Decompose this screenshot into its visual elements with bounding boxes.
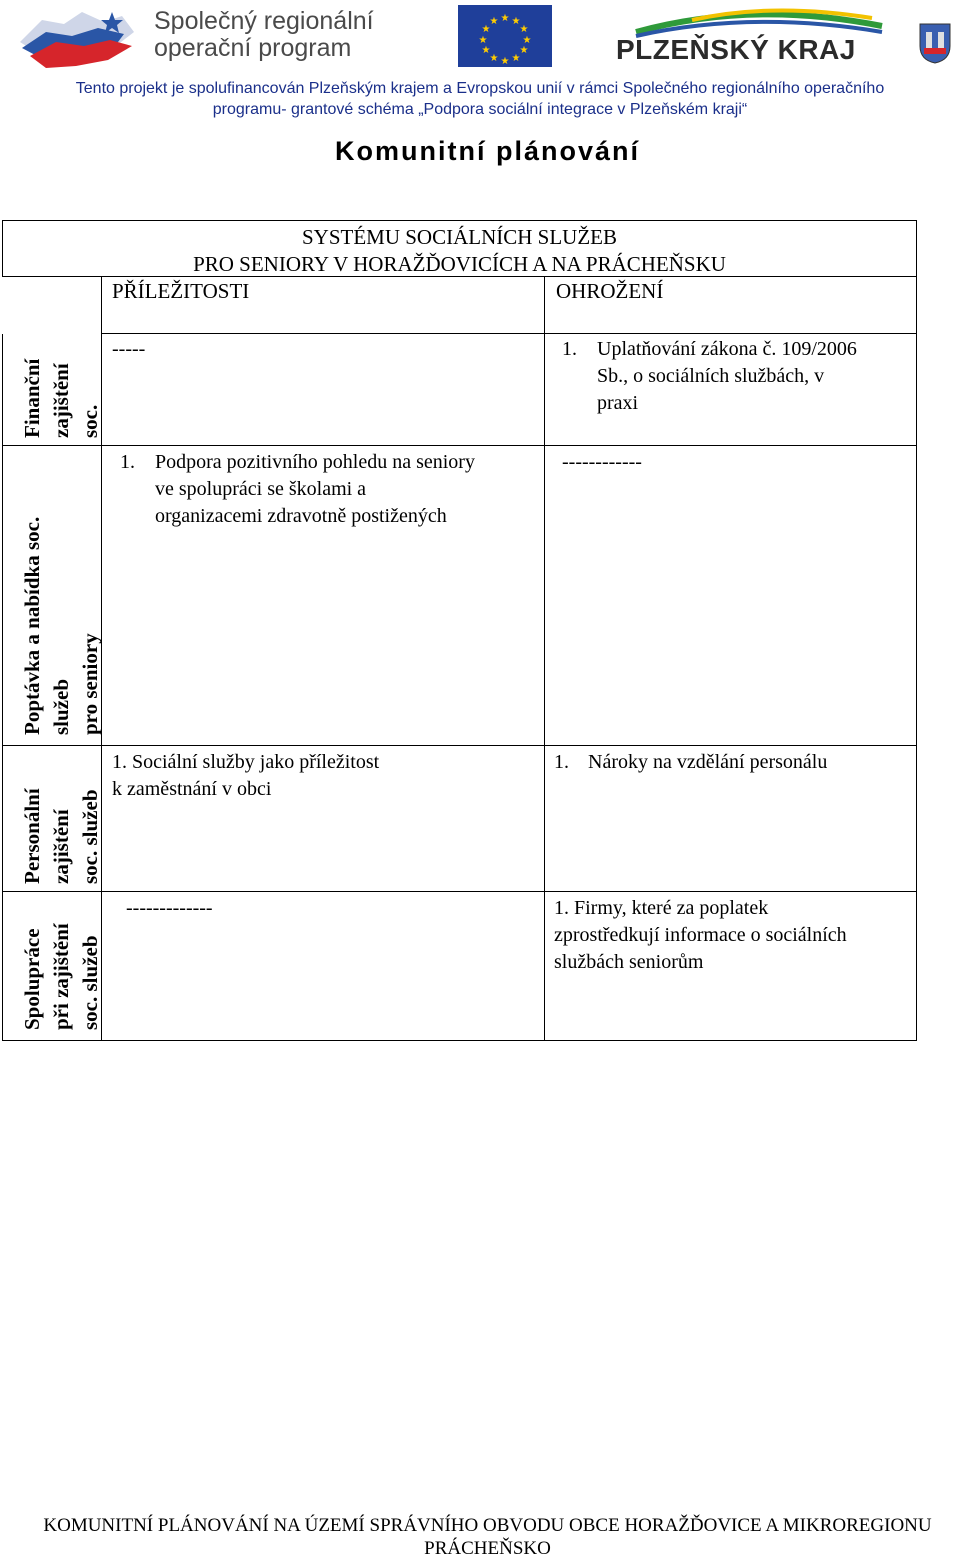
column-header-threats: OHROŽENÍ	[556, 279, 664, 303]
svg-text:★: ★	[519, 24, 529, 35]
svg-text:★: ★	[519, 45, 529, 56]
row3-threat-number: 1.	[554, 751, 569, 773]
row3-threat: Nároky na vzdělání personálu	[588, 751, 828, 773]
row1-threat-number: 1.	[562, 338, 577, 360]
footer-line1: KOMUNITNÍ PLÁNOVÁNÍ NA ÚZEMÍ SPRÁVNÍHO OBVODU OBCE HORAŽĎOVICE A MIKROREGIONU	[43, 1515, 932, 1536]
table-heading	[2, 224, 917, 278]
svg-text:★: ★	[500, 13, 510, 24]
plzensky-kraj-logo	[612, 6, 882, 70]
row1-threat: Uplatňování zákona č. 109/2006 Sb., o sociálních službách, v praxi	[597, 338, 857, 414]
row-label-poptavka: Poptávka a nabídka soc. služeb pro seniory	[20, 516, 102, 735]
svg-text:★: ★	[522, 35, 532, 46]
footer-line2: PRÁCHEŇSKO	[424, 1538, 551, 1557]
document-title: Komunitní plánování	[335, 136, 640, 166]
funding-statement	[0, 78, 960, 120]
row2-opportunity: Podpora pozitivního pohledu na seniory ve spolupráci se školami a organizacemi zdravotně postižených	[155, 451, 475, 527]
svg-text:★: ★	[478, 35, 488, 46]
row2-threat: ------------	[562, 451, 642, 473]
table-heading-line2: PRO SENIORY V HORAŽĎOVICÍCH A NA PRÁCHEŇSKU	[193, 252, 726, 276]
row2-opportunity-number: 1.	[120, 451, 135, 473]
srop-logo	[12, 2, 392, 72]
svg-text:★: ★	[511, 53, 521, 64]
srop-line2: operační program	[154, 34, 352, 62]
row3-opportunity: 1. Sociální služby jako příležitost k zaměstnání v obci	[112, 751, 380, 800]
row-label-personalni: Personální zajištění soc. služeb	[20, 788, 102, 884]
funding-line1: Tento projekt je spolufinancován Plzeňským krajem a Evropskou unií v rámci Společného regionálního operačního	[75, 80, 885, 97]
eu-flag-icon	[458, 5, 552, 67]
funding-line2: programu- grantové schéma „Podpora sociální integrace v Plzeňském kraji“	[212, 101, 748, 118]
row1-opportunity: -----	[112, 338, 146, 360]
row4-opportunity: -------------	[126, 897, 213, 919]
swot-table	[2, 220, 917, 1041]
svg-text:★: ★	[481, 24, 491, 35]
svg-text:★: ★	[511, 16, 521, 27]
row-label-financni: Finanční zajištění soc.	[20, 358, 102, 438]
coat-of-arms-icon	[918, 22, 952, 64]
srop-line1: Společný regionální	[154, 7, 374, 35]
column-header-opportunities: PŘÍLEŽITOSTI	[112, 279, 250, 303]
svg-text:★: ★	[489, 53, 499, 64]
table-heading-line1: SYSTÉMU SOCIÁLNÍCH SLUŽEB	[301, 225, 618, 249]
kraj-name: PLZEŇSKÝ KRAJ	[616, 34, 856, 65]
row4-threat: 1. Firmy, které za poplatek zprostředkují informace o sociálních službách seniorům	[554, 897, 847, 973]
svg-text:★: ★	[500, 56, 510, 67]
srop-logo-icon	[12, 2, 152, 72]
svg-text:★: ★	[489, 16, 499, 27]
row-label-spoluprace: Spolupráce při zajištění soc. služeb	[20, 923, 102, 1030]
svg-text:★: ★	[481, 45, 491, 56]
page-footer	[0, 1514, 960, 1557]
